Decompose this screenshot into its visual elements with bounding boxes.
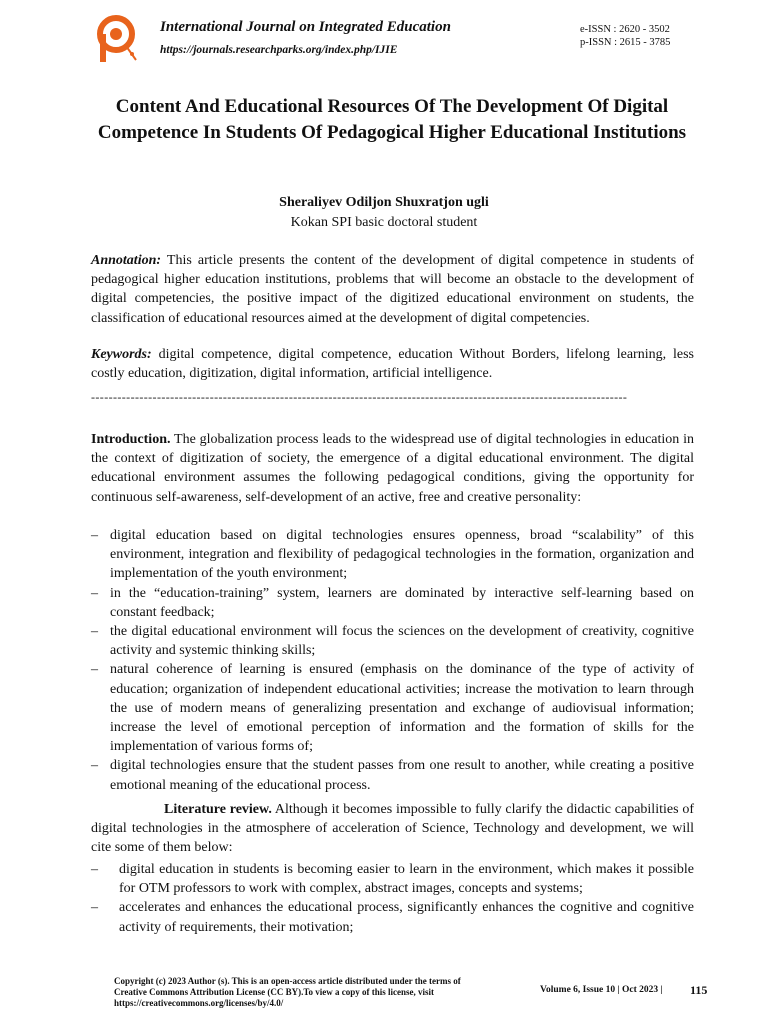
list-item-text: in the “education-training” system, learners are dominated by interactive self-learning based on constant feedback; xyxy=(110,585,694,620)
list-item-text: digital technologies ensure that the student passes from one result to another, while creating a positive emotional meaning of the educational process. xyxy=(110,758,694,793)
list-marker: – xyxy=(91,758,98,774)
introduction-heading: Introduction. xyxy=(91,432,171,447)
list-item-text: natural coherence of learning is ensured (emphasis on the dominance of the type of activity of education; organization of independent educational activities; increase the motivation to learn through the use of modern means of generalizing presentation and exchange of audiovisual information; increase the level of emotional perception of information and the formation of skills for the implementation of various forms of; xyxy=(110,662,694,755)
list-item xyxy=(91,756,694,794)
list-item xyxy=(91,898,694,936)
list-item xyxy=(91,622,694,660)
volume-info: Volume 6, Issue 10 | Oct 2023 | xyxy=(540,985,663,995)
journal-name: International Journal on Integrated Education xyxy=(160,19,451,35)
literature-review-list xyxy=(91,860,694,937)
keywords-paragraph xyxy=(91,345,694,383)
e-issn: e-ISSN : 2620 - 3502 xyxy=(580,24,670,35)
list-marker: – xyxy=(91,585,98,601)
introduction-paragraph xyxy=(91,430,694,507)
keywords-text: digital competence, digital competence, education Without Borders, lifelong learning, less costly education, digitization, digital information, artificial intelligence. xyxy=(91,347,694,382)
list-marker: – xyxy=(91,862,98,877)
copyright-notice: Copyright (c) 2023 Author (s). This is an open-access article distributed under the terms of Creative Commons Attribution License (CC BY).To view a copy of this license, visit https://creativecommons.org/licenses/by/4.0/ xyxy=(114,976,461,1008)
section-separator: -------------------------------------------------------------------------------------------------------------------------- xyxy=(91,390,628,404)
list-item-text: the digital educational environment will focus the sciences on the development of creativity, cognitive activity and systemic thinking skills; xyxy=(110,624,694,659)
author-name: Sheraliyev Odiljon Shuxratjon ugli xyxy=(279,195,489,210)
list-item-text: digital education based on digital technologies ensures openness, broad “scalability” of this environment, integration and flexibility of pedagogical technologies in the formation, organization and implementation of the youth environment; xyxy=(110,528,694,582)
list-item xyxy=(91,584,694,622)
annotation-label: Annotation: xyxy=(91,253,162,268)
journal-logo-icon xyxy=(96,14,140,66)
annotation-text: This article presents the content of the development of digital competence in students of pedagogical higher education institutions, problems that will become an obstacle to the development of digital competencies, the positive impact of the digitized educational environment on students, the classification of educational resources aimed at the development of digital competencies. xyxy=(91,253,695,326)
p-issn: p-ISSN : 2615 - 3785 xyxy=(580,37,671,48)
literature-review-paragraph xyxy=(91,800,694,858)
list-item xyxy=(91,660,694,756)
journal-url-link[interactable]: https://journals.researchparks.org/index.php/IJIE xyxy=(160,44,398,56)
literature-review-text: Although it becomes impossible to fully clarify the didactic capabilities of digital technologies in the atmosphere of acceleration of Science, Technology and development, we will cite some of them below: xyxy=(91,802,695,856)
list-item xyxy=(91,860,694,898)
article-title: Content And Educational Resources Of The Development Of Digital Competence In Students Of Pedagogical Higher Educational Institutions xyxy=(97,96,687,143)
list-marker: – xyxy=(91,662,98,678)
annotation-paragraph xyxy=(91,251,694,328)
list-marker: – xyxy=(91,528,98,543)
page-number: 115 xyxy=(690,983,708,997)
literature-review-heading: Literature review. xyxy=(164,802,272,817)
list-item-text: accelerates and enhances the educational process, significantly enhances the cognitive and cognitive activity of requirements, their motivation; xyxy=(119,900,694,935)
introduction-text: The globalization process leads to the widespread use of digital technologies in education in the context of digitization of society, the emergence of a digital educational environment. The digital educational environment assumes the following pedagogical conditions, giving the opportunity for continuous self-awareness, self-development of an active, free and creative personality: xyxy=(91,432,694,505)
list-item-text: digital education in students is becoming easier to learn in the environment, which makes it possible for OTM professors to work with complex, abstract images, concepts and systems; xyxy=(119,862,694,897)
list-item xyxy=(91,526,694,584)
author-affiliation: Kokan SPI basic doctoral student xyxy=(290,215,478,230)
introduction-list xyxy=(91,526,694,795)
list-marker: – xyxy=(91,900,98,916)
list-marker: – xyxy=(91,624,98,640)
keywords-label: Keywords: xyxy=(91,347,152,362)
